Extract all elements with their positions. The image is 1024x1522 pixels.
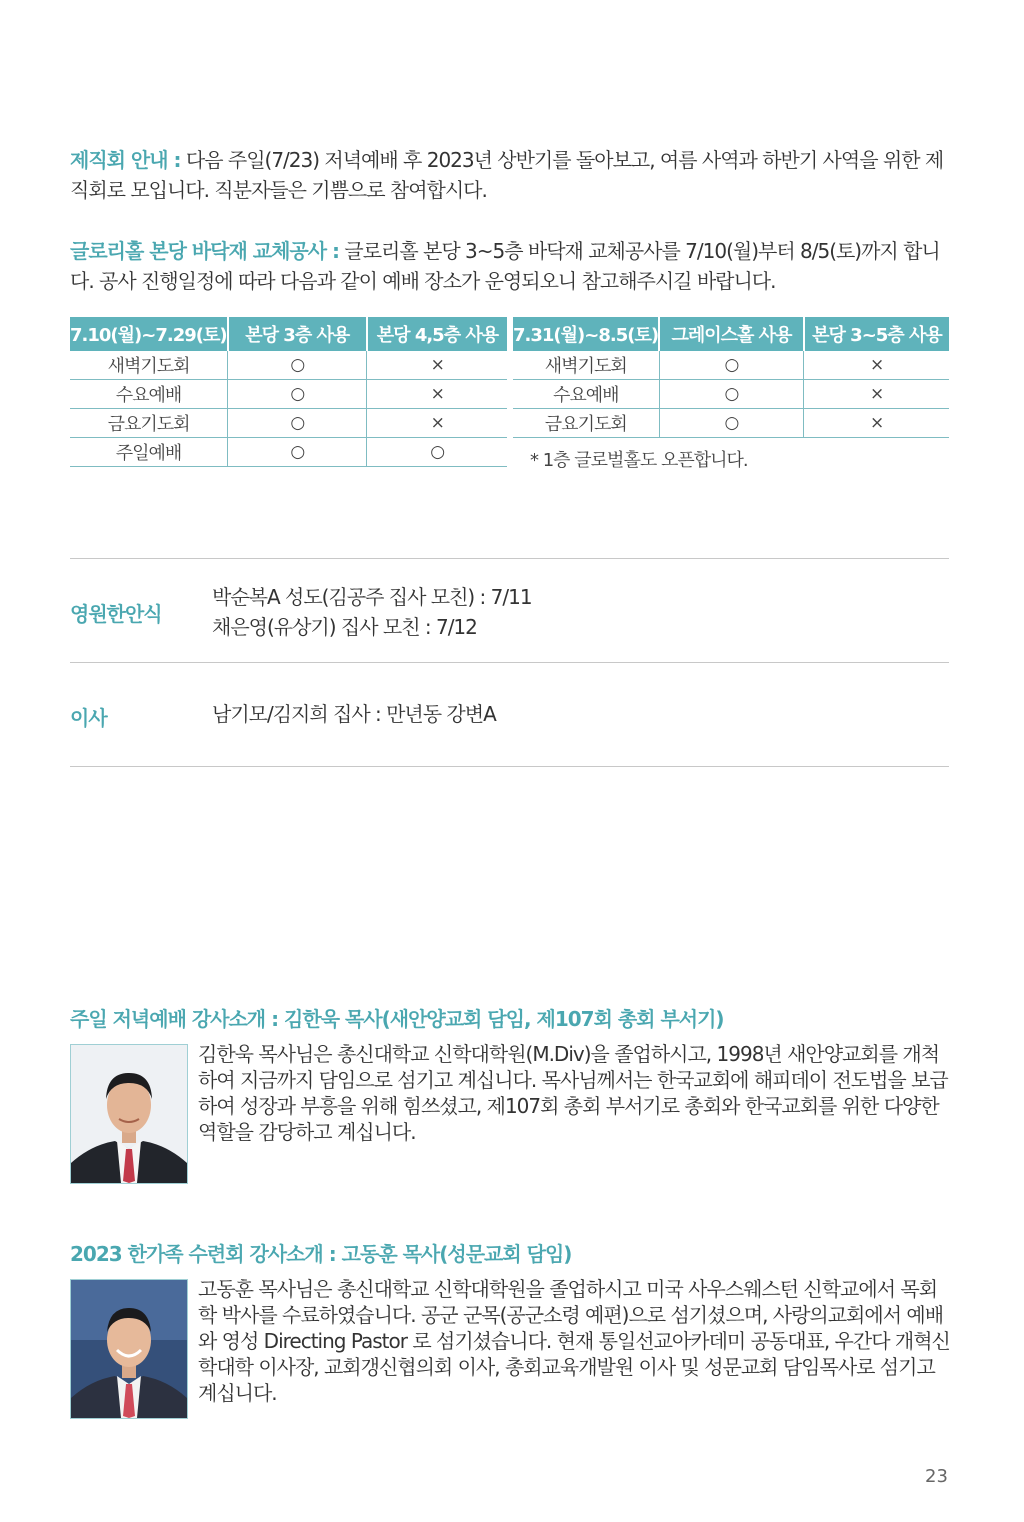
speaker1-portrait-icon [71, 1045, 187, 1183]
table-header-cell: 본당 4,5층 사용 [367, 317, 507, 351]
speaker1-photo [70, 1044, 188, 1184]
table-header-cell: 본당 3층 사용 [228, 317, 367, 351]
moving-text: 남기모/김지희 집사 : 만년동 강변A [212, 702, 496, 726]
availability-mark: ○ [659, 409, 804, 438]
service-name: 주일예배 [70, 438, 228, 467]
divider [70, 558, 949, 559]
availability-mark: ○ [228, 438, 367, 467]
table-footnote: * 1층 글로벌홀도 오픈합니다. [530, 450, 748, 471]
memorial-line: 채은영(유상기) 집사 모친 : 7/12 [212, 615, 477, 639]
table-row [70, 438, 507, 467]
availability-mark: ○ [228, 409, 367, 438]
availability-mark: ○ [659, 351, 804, 380]
availability-mark: ○ [367, 438, 507, 467]
availability-mark: × [367, 351, 507, 380]
service-name: 금요기도회 [513, 409, 659, 438]
moving-label: 이사 [70, 706, 107, 730]
service-name: 수요예배 [513, 380, 659, 409]
table-row [70, 409, 507, 438]
table-row [70, 351, 507, 380]
speaker2-bio: 고동훈 목사님은 총신대학교 신학대학원을 졸업하시고 미국 사우스웨스턴 신학교에서 목회학 박사를 수료하였습니다. 공군 군목(공군소령 예편)으로 섬기셨으며, 사랑의교회에서 예배와 영성 Directing Pastor 로 섬기셨습니다. 현재 통일선교아카데미 공동대표, 우간다 개혁신학대학 이사장, 교회갱신협의회 이사, 총회교육개발원 이사 및 성문교회 담임목사로 섬기고 계십니다. [198, 1277, 950, 1405]
schedule-table-july [70, 317, 507, 467]
availability-mark: × [367, 380, 507, 409]
table-header-cell: 본당 3~5층 사용 [804, 317, 949, 351]
service-name: 새벽기도회 [70, 351, 228, 380]
availability-mark: × [804, 409, 949, 438]
notice-construction-label: 글로리홀 본당 바닥재 교체공사 : [70, 239, 340, 263]
memorial-label: 영원한안식 [70, 602, 162, 626]
table-header-cell: 그레이스홀 사용 [659, 317, 804, 351]
memorial-line: 박순복A 성도(김공주 집사 모친) : 7/11 [212, 585, 532, 609]
table-header-cell: 7.10(월)~7.29(토) [70, 317, 228, 351]
memorial-list [212, 582, 532, 642]
notice-council-meeting [70, 145, 950, 205]
speaker1-bio: 김한욱 목사님은 총신대학교 신학대학원(M.Div)을 졸업하시고, 1998년 새안양교회를 개척하여 지금까지 담임으로 섬기고 계십니다. 목사님께서는 한국교회에 해피데이 전도법을 보급하여 성장과 부흥을 위해 힘쓰셨고, 제107회 총회 부서기로 총회와 한국교회를 위한 다양한 역할을 감당하고 계십니다. [198, 1042, 948, 1144]
table-header-row [70, 317, 507, 351]
table-header-cell: 7.31(월)~8.5(토) [513, 317, 659, 351]
availability-mark: × [804, 351, 949, 380]
speaker1-title: 주일 저녁예배 강사소개 : 김한욱 목사(새안양교회 담임, 제107회 총회 부서기) [70, 1007, 724, 1031]
availability-mark: ○ [659, 380, 804, 409]
divider [70, 662, 949, 663]
speaker2-portrait-icon [71, 1280, 187, 1418]
speaker2-photo [70, 1279, 188, 1419]
table-row [70, 380, 507, 409]
divider [70, 766, 949, 767]
notice-council-label: 제직회 안내 : [70, 148, 181, 172]
speaker2-title: 2023 한가족 수련회 강사소개 : 고동훈 목사(성문교회 담임) [70, 1242, 572, 1266]
table-row [513, 409, 949, 438]
table-header-row [513, 317, 949, 351]
availability-mark: ○ [228, 380, 367, 409]
notice-construction-text: 글로리홀 본당 3~5층 바닥재 교체공사를 7/10(월)부터 8/5(토)까지 합니다. 공사 진행일정에 따라 다음과 같이 예배 장소가 운영되오니 참고해주시길 바랍니다. [70, 239, 940, 293]
notice-floor-construction [70, 236, 950, 296]
availability-mark: ○ [228, 351, 367, 380]
service-name: 새벽기도회 [513, 351, 659, 380]
availability-mark: × [804, 380, 949, 409]
notice-council-text: 다음 주일(7/23) 저녁예배 후 2023년 상반기를 돌아보고, 여름 사역과 하반기 사역을 위한 제직회로 모입니다. 직분자들은 기쁨으로 참여합시다. [70, 148, 944, 202]
page-number: 23 [925, 1466, 948, 1487]
schedule-table-august [513, 317, 949, 438]
table-row [513, 351, 949, 380]
table-row [513, 380, 949, 409]
service-name: 금요기도회 [70, 409, 228, 438]
service-name: 수요예배 [70, 380, 228, 409]
availability-mark: × [367, 409, 507, 438]
